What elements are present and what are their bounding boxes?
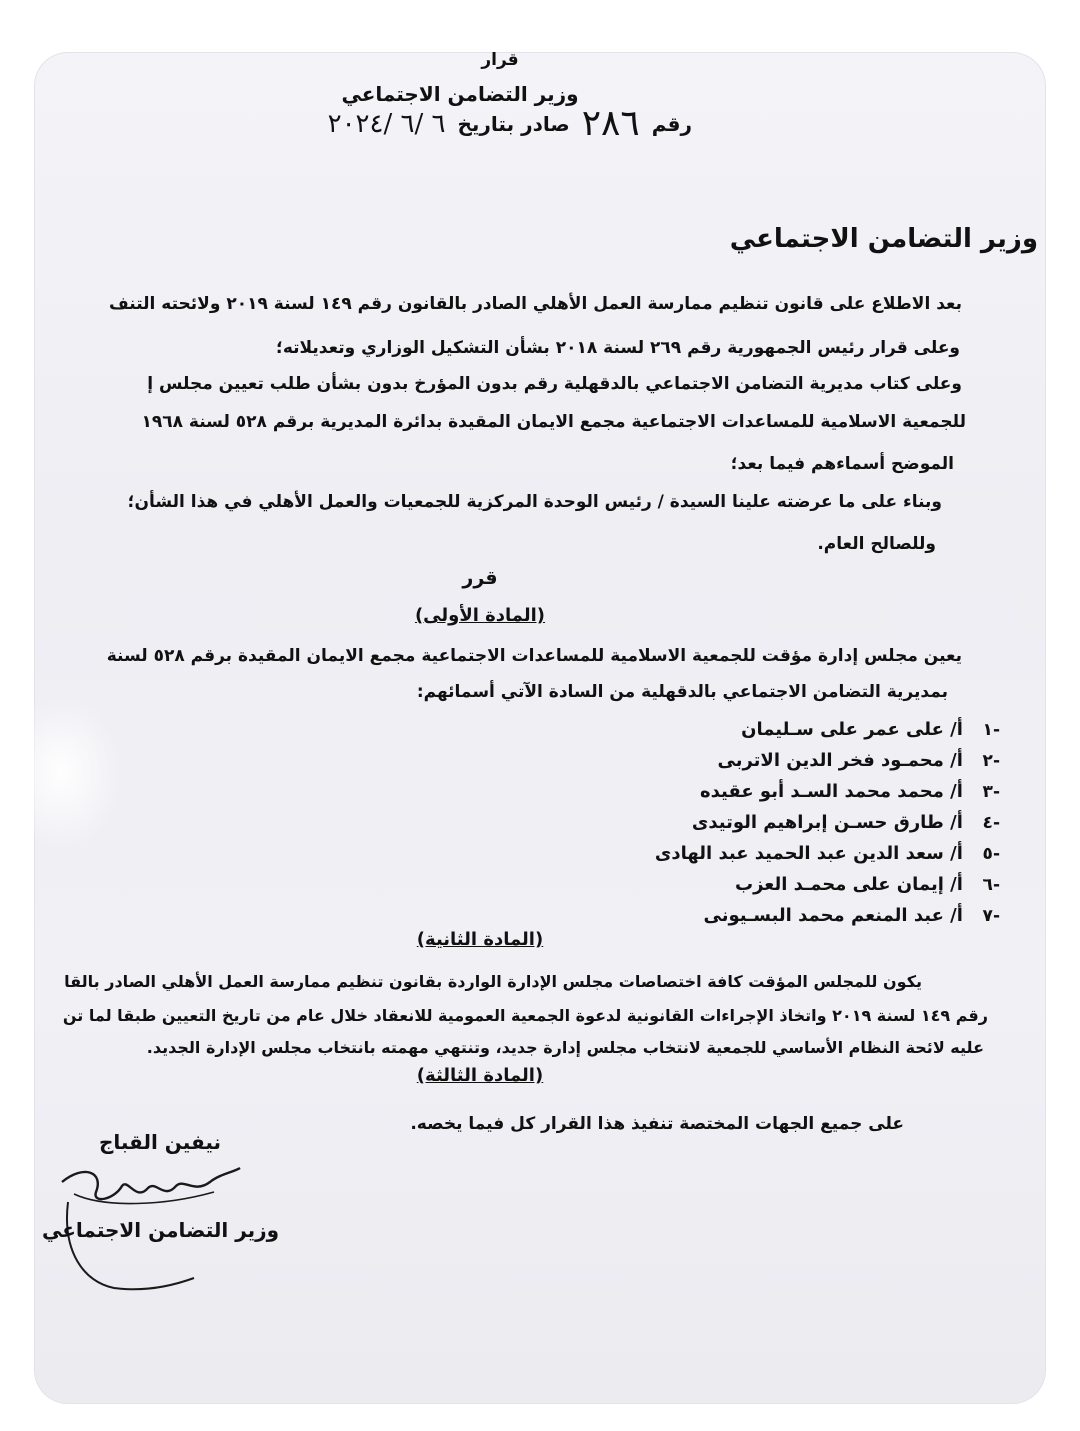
issuer-title: وزير التضامن الاجتماعي [341, 82, 579, 106]
article-1-line-1: يعين مجلس إدارة مؤقت للجمعية الاسلامية للمساعدات الاجتماعية مجمع الايمان المقيدة برقم ٥٢٨ لسنة [106, 646, 962, 666]
article-3-line: على جميع الجهات المختصة تنفيذ هذا القرار كل فيما يخصه. [410, 1114, 904, 1134]
preamble-line-3: وعلى كتاب مديرية التضامن الاجتماعي بالدقهلية رقم بدون المؤرخ بدون بشأن طلب تعيين مجلس إ [147, 374, 962, 394]
decision-word: قرار [481, 50, 519, 70]
preamble-line-4: للجمعية الاسلامية للمساعدات الاجتماعية مجمع الايمان المقيدة بدائرة المديرية برقم ٥٢٨ لسنة ١٩٦٨ [141, 412, 966, 432]
list-item: -٥ أ/ سعد الدين عبد الحميد عبد الهادى [654, 843, 1000, 864]
minister-heading: وزير التضامن الاجتماعي [729, 224, 1038, 254]
preamble-line-7: وللصالح العام. [817, 534, 936, 554]
list-item: -١ أ/ على عمر على سـليمان [741, 719, 1000, 740]
preamble-line-5: الموضح أسماءهم فيما بعد؛ [730, 454, 954, 474]
article-2-line-3: عليه لائحة النظام الأساسي للجمعية لانتخاب مجلس إدارة جديد، وتنتهي مهمته بانتخاب مجلس الإدارة الجديد. [146, 1038, 984, 1057]
article-2-line-2: رقم ١٤٩ لسنة ٢٠١٩ واتخاذ الإجراءات القانونية لدعوة الجمعية العمومية للانعقاد خلال عام من تاريخ التعيين طبقا لما تن [62, 1006, 988, 1025]
handwritten-number: ٢٨٦ [581, 103, 640, 144]
article-1-line-2: بمديرية التضامن الاجتماعي بالدقهلية من السادة الآتي أسمائهم: [416, 682, 948, 702]
preamble-line-2: وعلى قرار رئيس الجمهورية رقم ٢٦٩ لسنة ٢٠١٨ بشأن التشكيل الوزاري وتعديلاته؛ [276, 338, 960, 358]
list-item: -٤ أ/ طارق حسـن إبراهيم الوتيدى [691, 812, 1000, 833]
signatory-title: وزير التضامن الاجتماعي [42, 1218, 280, 1242]
handwritten-date: ٦ /٦ /٢٠٢٤ [327, 109, 446, 139]
member-list [655, 718, 1000, 935]
number-label: رقم [651, 112, 692, 136]
signatory-name: نيفين القباج [98, 1130, 222, 1154]
article-2-title: (المادة الثانية) [416, 929, 544, 950]
preamble-line-1: بعد الاطلاع على قانون تنظيم ممارسة العمل الأهلي الصادر بالقانون رقم ١٤٩ لسنة ٢٠١٩ ولائحته التنف [109, 294, 962, 314]
issued-label: صادر بتاريخ [457, 112, 570, 136]
list-item: -٦ أ/ إيمان على محمـد العزب [735, 874, 1000, 895]
list-item: -٧ أ/ عبد المنعم محمد البسـيونى [703, 905, 1000, 926]
article-1-title: (المادة الأولى) [414, 605, 546, 626]
list-item: -٣ أ/ محمد محمد السـد أبو عقيده [700, 781, 1000, 802]
preamble-line-6: وبناء على ما عرضته علينا السيدة / رئيس الوحدة المركزية للجمعيات والعمل الأهلي في هذا الشأن؛ [127, 492, 942, 512]
article-3-title: (المادة الثالثة) [416, 1065, 544, 1086]
paper-smudge [34, 692, 124, 852]
decided-heading: قرر [462, 567, 498, 589]
list-item: -٢ أ/ محمـود فخر الدين الاتربى [717, 750, 1000, 771]
article-2-line-1: يكون للمجلس المؤقت كافة اختصاصات مجلس الإدارة الواردة بقانون تنظيم ممارسة العمل الأهلي الصادر بالقا [64, 972, 922, 991]
decision-number-line [327, 103, 692, 144]
